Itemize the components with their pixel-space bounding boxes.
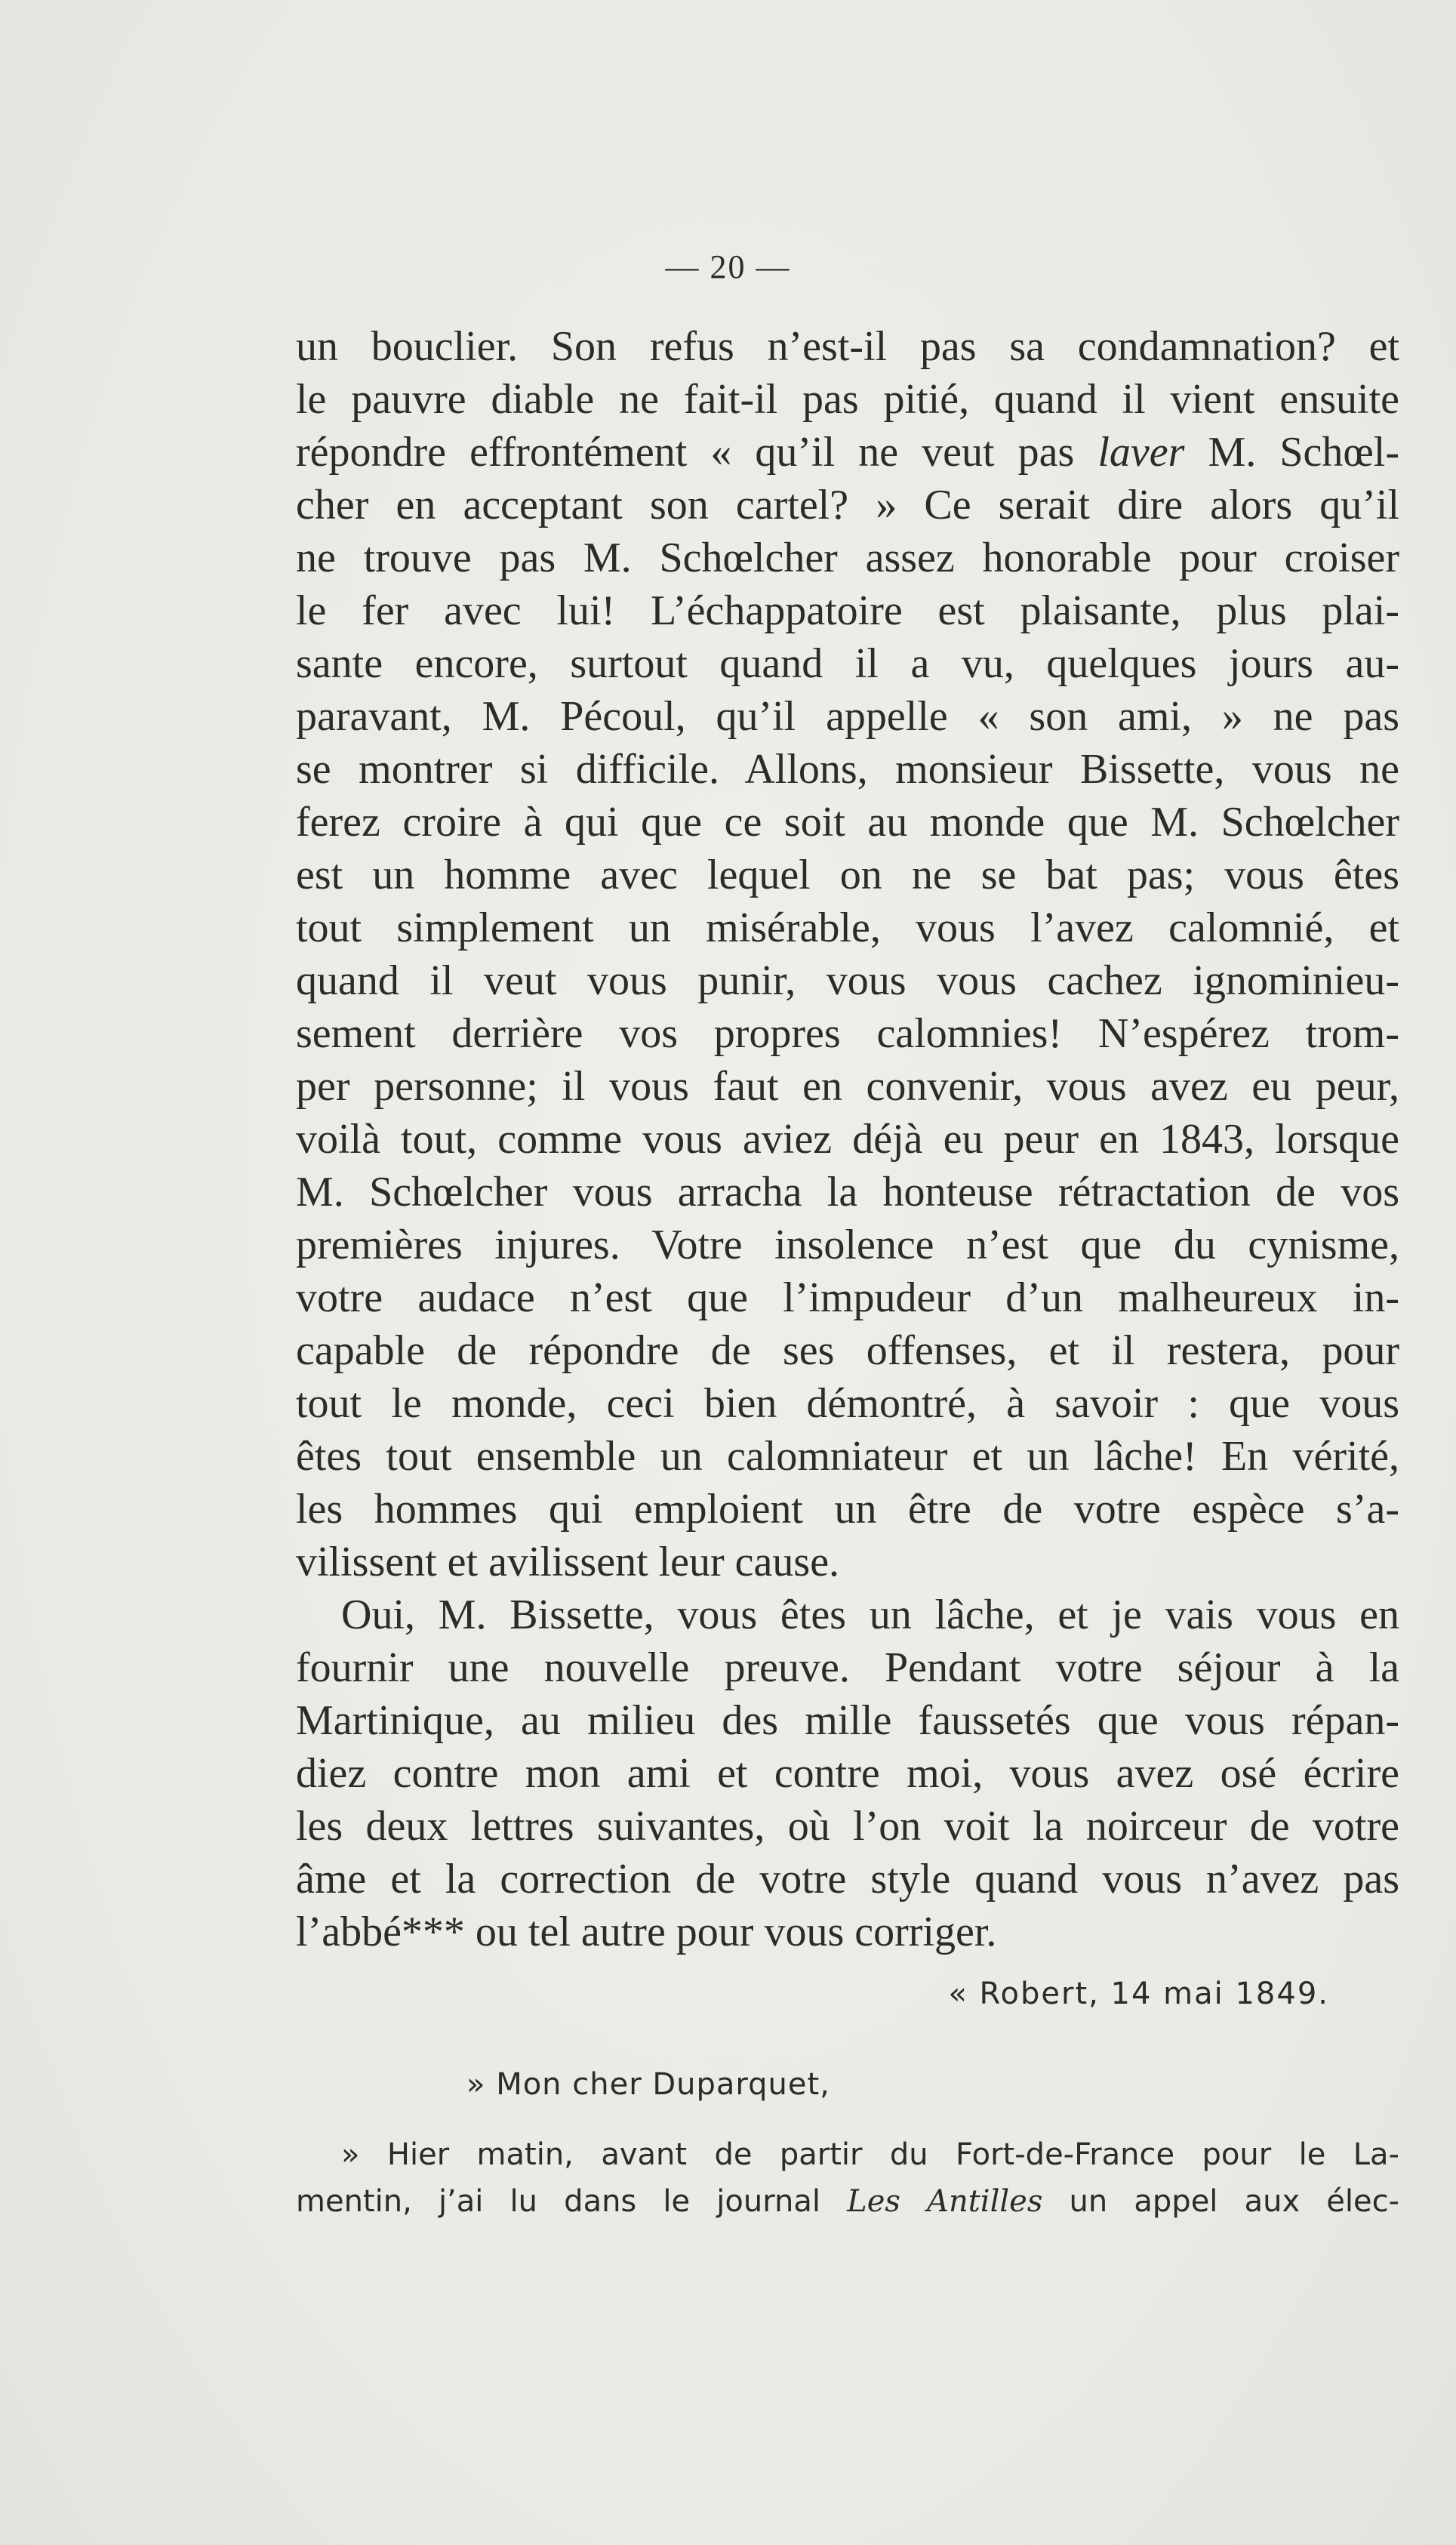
italic-word: laver <box>1097 429 1185 476</box>
text-line: sement derrière vos propres calomnies! N’espérez trom- <box>296 1010 1399 1057</box>
text-line: tout simplement un misérable, vous l’avez calomnié, et <box>296 904 1399 951</box>
text-line: cher en acceptant son cartel? » Ce serait dire alors qu’il <box>296 482 1399 528</box>
text-line: capable de répondre de ses offenses, et il restera, pour <box>296 1327 1399 1374</box>
letter-dateline: « Robert, 14 mai 1849. <box>948 1977 1329 2011</box>
text-line: est un homme avec lequel on ne se bat pas; vous êtes <box>296 852 1399 898</box>
text-line: tout le monde, ceci bien démontré, à savoir : que vous <box>296 1380 1399 1427</box>
text-line: vilissent et avilissent leur cause. <box>296 1539 840 1585</box>
text-line: se montrer si difficile. Allons, monsieur Bissette, vous ne <box>296 746 1399 793</box>
text-line: les hommes qui emploient un être de votre espèce s’a- <box>296 1486 1399 1533</box>
text-line: le fer avec lui! L’échappatoire est plaisante, plus plai- <box>296 587 1399 634</box>
text-span: M. Schœl- <box>1208 429 1400 476</box>
italic-title: Les Antilles <box>847 2184 1043 2219</box>
text-line: quand il veut vous punir, vous vous cachez ignominieu- <box>296 957 1399 1004</box>
text-line: ferez croire à qui que ce soit au monde que M. Schœlcher <box>296 799 1399 846</box>
text-line: Martinique, au milieu des mille faussetés que vous répan- <box>296 1697 1399 1744</box>
text-line: Oui, M. Bissette, vous êtes un lâche, et je vais vous en <box>341 1591 1399 1638</box>
text-line: ne trouve pas M. Schœlcher assez honorable pour croiser <box>296 535 1399 581</box>
letter-line <box>296 2178 1399 2225</box>
text-span: un appel aux élec- <box>1069 2184 1400 2219</box>
text-line: les deux lettres suivantes, où l’on voit la noirceur de votre <box>296 1803 1399 1850</box>
letter-line: » Hier matin, avant de partir du Fort-de-France pour le La- <box>341 2137 1399 2172</box>
text-span: mentin, j’ai lu dans le journal <box>296 2184 820 2219</box>
letter-body <box>296 2131 1399 2225</box>
text-line: l’abbé*** ou tel autre pour vous corriger. <box>296 1909 997 1955</box>
text-line: sante encore, surtout quand il a vu, quelques jours au- <box>296 640 1399 687</box>
text-line: votre audace n’est que l’impudeur d’un malheureux in- <box>296 1274 1399 1321</box>
text-line: per personne; il vous faut en convenir, vous avez eu peur, <box>296 1063 1399 1110</box>
text-line <box>296 426 1399 479</box>
text-line: diez contre mon ami et contre moi, vous avez osé écrire <box>296 1750 1399 1797</box>
text-line: âme et la correction de votre style quand vous n’avez pas <box>296 1856 1399 1903</box>
text-span: répondre effrontément « qu’il ne veut pas <box>296 429 1075 476</box>
text-line: êtes tout ensemble un calomniateur et un lâche! En vérité, <box>296 1433 1399 1480</box>
text-line: un bouclier. Son refus n’est-il pas sa condamnation? et <box>296 323 1399 370</box>
text-line: fournir une nouvelle preuve. Pendant votre séjour à la <box>296 1644 1399 1691</box>
page-number: — 20 — <box>665 248 791 285</box>
text-line: premières injures. Votre insolence n’est que du cynisme, <box>296 1222 1399 1268</box>
text-line: le pauvre diable ne fait-il pas pitié, quand il vient ensuite <box>296 376 1399 423</box>
text-line: M. Schœlcher vous arracha la honteuse rétractation de vos <box>296 1169 1399 1215</box>
text-line: paravant, M. Pécoul, qu’il appelle « son ami, » ne pas <box>296 693 1399 740</box>
letter-salutation: » Mon cher Duparquet, <box>466 2067 830 2102</box>
body-text <box>296 320 1399 1958</box>
text-line: voilà tout, comme vous aviez déjà eu peur en 1843, lorsque <box>296 1116 1399 1163</box>
